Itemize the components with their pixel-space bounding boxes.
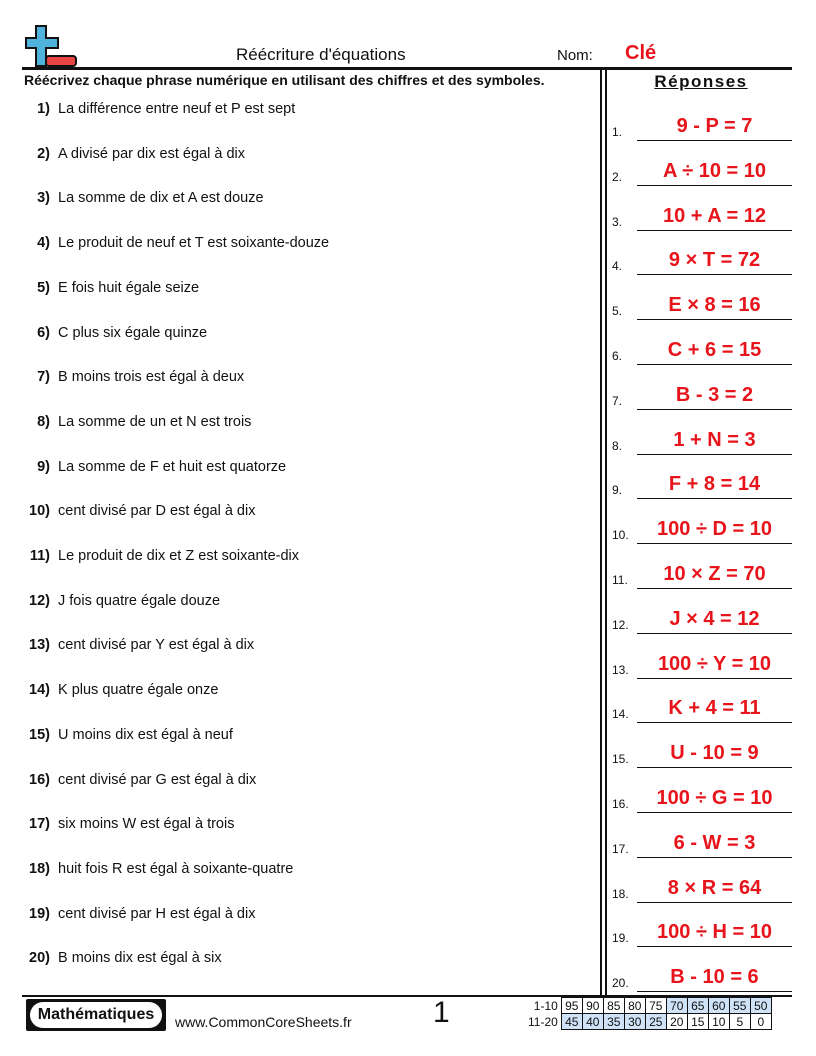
question-number: 1)	[37, 101, 50, 117]
question-number: 16)	[29, 771, 50, 788]
score-cell: 95	[561, 998, 582, 1014]
question-number: 19)	[29, 905, 50, 922]
answer-number: 14.	[612, 707, 629, 722]
site-url: www.CommonCoreSheets.fr	[175, 1014, 352, 1030]
answer-value: B - 3 = 2	[675, 383, 754, 406]
answer-number: 20.	[612, 976, 629, 991]
question-item	[20, 414, 251, 430]
column-divider	[600, 70, 602, 996]
question-number: 18)	[29, 860, 50, 877]
answer-number: 4.	[612, 259, 623, 274]
answer-line	[637, 678, 792, 679]
answer-number: 13.	[612, 662, 629, 677]
brand-label: Mathématiques	[30, 1002, 162, 1028]
question-item	[20, 146, 245, 162]
answer-item	[612, 952, 792, 992]
question-text: K plus quatre égale onze	[58, 682, 219, 699]
question-text: La somme de F et huit est quatorze	[58, 458, 287, 475]
question-number: 4)	[37, 235, 50, 252]
answer-value: K + 4 = 11	[668, 697, 761, 720]
answer-number: 2.	[612, 169, 623, 184]
question-item	[20, 816, 234, 832]
question-item	[20, 950, 222, 966]
answer-item	[612, 101, 792, 141]
answer-number: 10.	[612, 528, 629, 543]
question-number: 17)	[29, 816, 50, 833]
question-number: 2)	[37, 145, 50, 162]
answer-value: 1 + N = 3	[673, 428, 756, 451]
column-divider	[605, 70, 607, 996]
answer-value: E × 8 = 16	[668, 294, 761, 317]
score-cell: 75	[645, 998, 666, 1014]
question-text: A divisé par dix est égal à dix	[58, 145, 245, 162]
answer-item	[612, 280, 792, 320]
answer-item	[612, 415, 792, 455]
score-row	[525, 998, 771, 1014]
answer-item	[612, 325, 792, 365]
question-number: 3)	[37, 190, 50, 207]
answer-value: 9 - P = 7	[676, 115, 753, 137]
question-text: J fois quatre égale douze	[58, 592, 221, 609]
answer-item	[612, 728, 792, 768]
answer-value: 100 ÷ D = 10	[657, 518, 772, 541]
answer-item	[612, 773, 792, 813]
answer-number: 1.	[612, 125, 623, 139]
question-text: cent divisé par H est égal à dix	[58, 905, 256, 922]
score-table	[525, 997, 772, 1030]
question-text: La somme de un et N est trois	[58, 413, 252, 430]
question-text: cent divisé par Y est égal à dix	[58, 637, 255, 654]
page-number: 1	[433, 996, 450, 1029]
answer-number: 3.	[612, 214, 623, 229]
question-item	[20, 369, 244, 385]
score-cell: 85	[603, 998, 624, 1014]
score-range: 1-10	[533, 998, 558, 1013]
answer-number: 18.	[612, 886, 629, 901]
answer-item	[612, 818, 792, 858]
answer-item	[612, 907, 792, 947]
score-cell: 45	[561, 1014, 582, 1030]
score-cell: 15	[687, 1014, 708, 1030]
answer-line	[637, 409, 792, 410]
answer-item	[612, 146, 792, 186]
question-text: cent divisé par D est égal à dix	[58, 503, 256, 520]
question-text: U moins dix est égal à neuf	[58, 726, 233, 743]
answer-number: 8.	[612, 438, 623, 453]
answer-line	[637, 454, 792, 455]
question-number: 12)	[29, 592, 50, 609]
answer-line	[637, 498, 792, 499]
answer-line	[637, 364, 792, 365]
question-item	[20, 325, 207, 341]
answer-item	[612, 370, 792, 410]
answer-line	[637, 543, 792, 544]
answer-value: A ÷ 10 = 10	[662, 159, 767, 182]
question-text: C plus six égale quinze	[58, 324, 208, 341]
score-cell: 60	[708, 998, 729, 1014]
answer-number: 11.	[612, 573, 628, 587]
question-text: B moins dix est égal à six	[58, 950, 222, 967]
question-item	[20, 190, 264, 206]
answer-line	[637, 946, 792, 947]
answer-value: 6 - W = 3	[673, 831, 756, 854]
question-text: La somme de dix et A est douze	[58, 190, 264, 207]
answer-value: 100 ÷ Y = 10	[657, 652, 772, 675]
logo-icon	[24, 24, 80, 68]
answer-value: C + 6 = 15	[667, 339, 762, 361]
score-cell: 90	[582, 998, 603, 1014]
question-number: 15)	[29, 726, 50, 743]
question-number: 10)	[29, 503, 50, 520]
question-item	[20, 280, 199, 296]
answer-item	[612, 191, 792, 231]
answer-item	[612, 504, 792, 544]
answer-item	[612, 459, 792, 499]
question-item	[20, 503, 255, 519]
answer-line	[637, 140, 792, 141]
question-text: E fois huit égale seize	[58, 279, 200, 296]
score-cell: 70	[666, 998, 687, 1014]
score-cell: 50	[750, 998, 771, 1014]
answer-item	[612, 683, 792, 723]
question-item	[20, 906, 255, 922]
answer-line	[637, 991, 792, 992]
question-item	[20, 772, 256, 788]
question-item	[20, 235, 329, 251]
question-number: 13)	[29, 637, 50, 654]
score-range: 11-20	[528, 1014, 558, 1029]
question-text: B moins trois est égal à deux	[58, 369, 245, 386]
score-cell: 30	[624, 1014, 645, 1030]
score-cell: 55	[729, 998, 750, 1014]
answer-value: J × 4 = 12	[669, 607, 760, 630]
answer-value: B - 10 = 6	[670, 966, 759, 989]
worksheet-title: Réécriture d'équations	[236, 45, 406, 64]
answer-line	[637, 274, 792, 275]
question-number: 9)	[37, 458, 50, 475]
question-item	[20, 861, 293, 877]
score-cell: 10	[708, 1014, 729, 1030]
answer-number: 12.	[612, 617, 629, 632]
question-item	[20, 459, 286, 475]
question-number: 7)	[37, 369, 50, 386]
answer-number: 5.	[612, 304, 623, 319]
score-cell: 65	[687, 998, 708, 1014]
answer-line	[637, 633, 792, 634]
answer-value: 100 ÷ G = 10	[656, 787, 773, 809]
answer-item	[612, 863, 792, 903]
question-item	[20, 101, 295, 117]
answer-line	[637, 767, 792, 768]
question-number: 20)	[29, 950, 50, 967]
answer-line	[637, 902, 792, 903]
score-cell: 35	[603, 1014, 624, 1030]
question-text: huit fois R est égal à soixante-quatre	[58, 860, 294, 877]
answer-line	[637, 319, 792, 320]
answer-value: F + 8 = 14	[668, 473, 761, 496]
instructions: Réécrivez chaque phrase numérique en utilisant des chiffres et des symboles.	[24, 72, 545, 88]
question-item	[20, 548, 299, 564]
score-cell: 25	[645, 1014, 666, 1030]
question-text: Le produit de neuf et T est soixante-douze	[58, 235, 330, 252]
answer-number: 16.	[612, 797, 629, 811]
answer-line	[637, 857, 792, 858]
answer-number: 6.	[612, 349, 623, 363]
answer-line	[637, 588, 792, 589]
question-number: 11)	[29, 548, 50, 564]
answer-value: U - 10 = 9	[670, 742, 759, 765]
answer-number: 7.	[612, 393, 623, 408]
brand-badge	[26, 999, 166, 1031]
score-cell: 80	[624, 998, 645, 1014]
name-value: Clé	[625, 42, 657, 64]
question-item	[20, 727, 233, 743]
question-text: six moins W est égal à trois	[58, 816, 235, 833]
question-number: 14)	[29, 682, 50, 699]
header-divider	[22, 67, 792, 70]
answer-line	[637, 722, 792, 723]
answer-line	[637, 812, 792, 813]
question-number: 6)	[37, 324, 50, 341]
answer-number: 9.	[612, 483, 623, 498]
question-item	[20, 682, 218, 698]
answer-value: 10 × Z = 70	[663, 563, 766, 585]
score-cell: 40	[582, 1014, 603, 1030]
score-cell: 5	[729, 1014, 750, 1030]
score-cell: 20	[666, 1014, 687, 1030]
question-number: 5)	[37, 279, 50, 296]
score-row	[525, 1014, 771, 1030]
answer-item	[612, 235, 792, 275]
answer-line	[637, 230, 792, 231]
question-text: cent divisé par G est égal à dix	[58, 771, 257, 788]
question-number: 8)	[37, 413, 50, 430]
question-item	[20, 593, 220, 609]
answer-value: 8 × R = 64	[667, 876, 762, 899]
name-label: Nom:	[557, 47, 593, 64]
question-text: Le produit de dix et Z est soixante-dix	[58, 548, 299, 564]
answer-item	[612, 594, 792, 634]
question-text: La différence entre neuf et P est sept	[58, 101, 296, 117]
answer-number: 15.	[612, 752, 629, 767]
answer-line	[637, 185, 792, 186]
answer-number: 19.	[612, 931, 629, 946]
answers-title: Réponses	[654, 72, 748, 91]
answer-value: 9 × T = 72	[668, 249, 761, 272]
answer-value: 10 + A = 12	[662, 204, 767, 227]
answer-item	[612, 639, 792, 679]
answer-value: 100 ÷ H = 10	[657, 921, 772, 944]
question-item	[20, 637, 254, 653]
score-cell: 0	[750, 1014, 771, 1030]
answer-number: 17.	[612, 841, 629, 856]
answer-item	[612, 549, 792, 589]
